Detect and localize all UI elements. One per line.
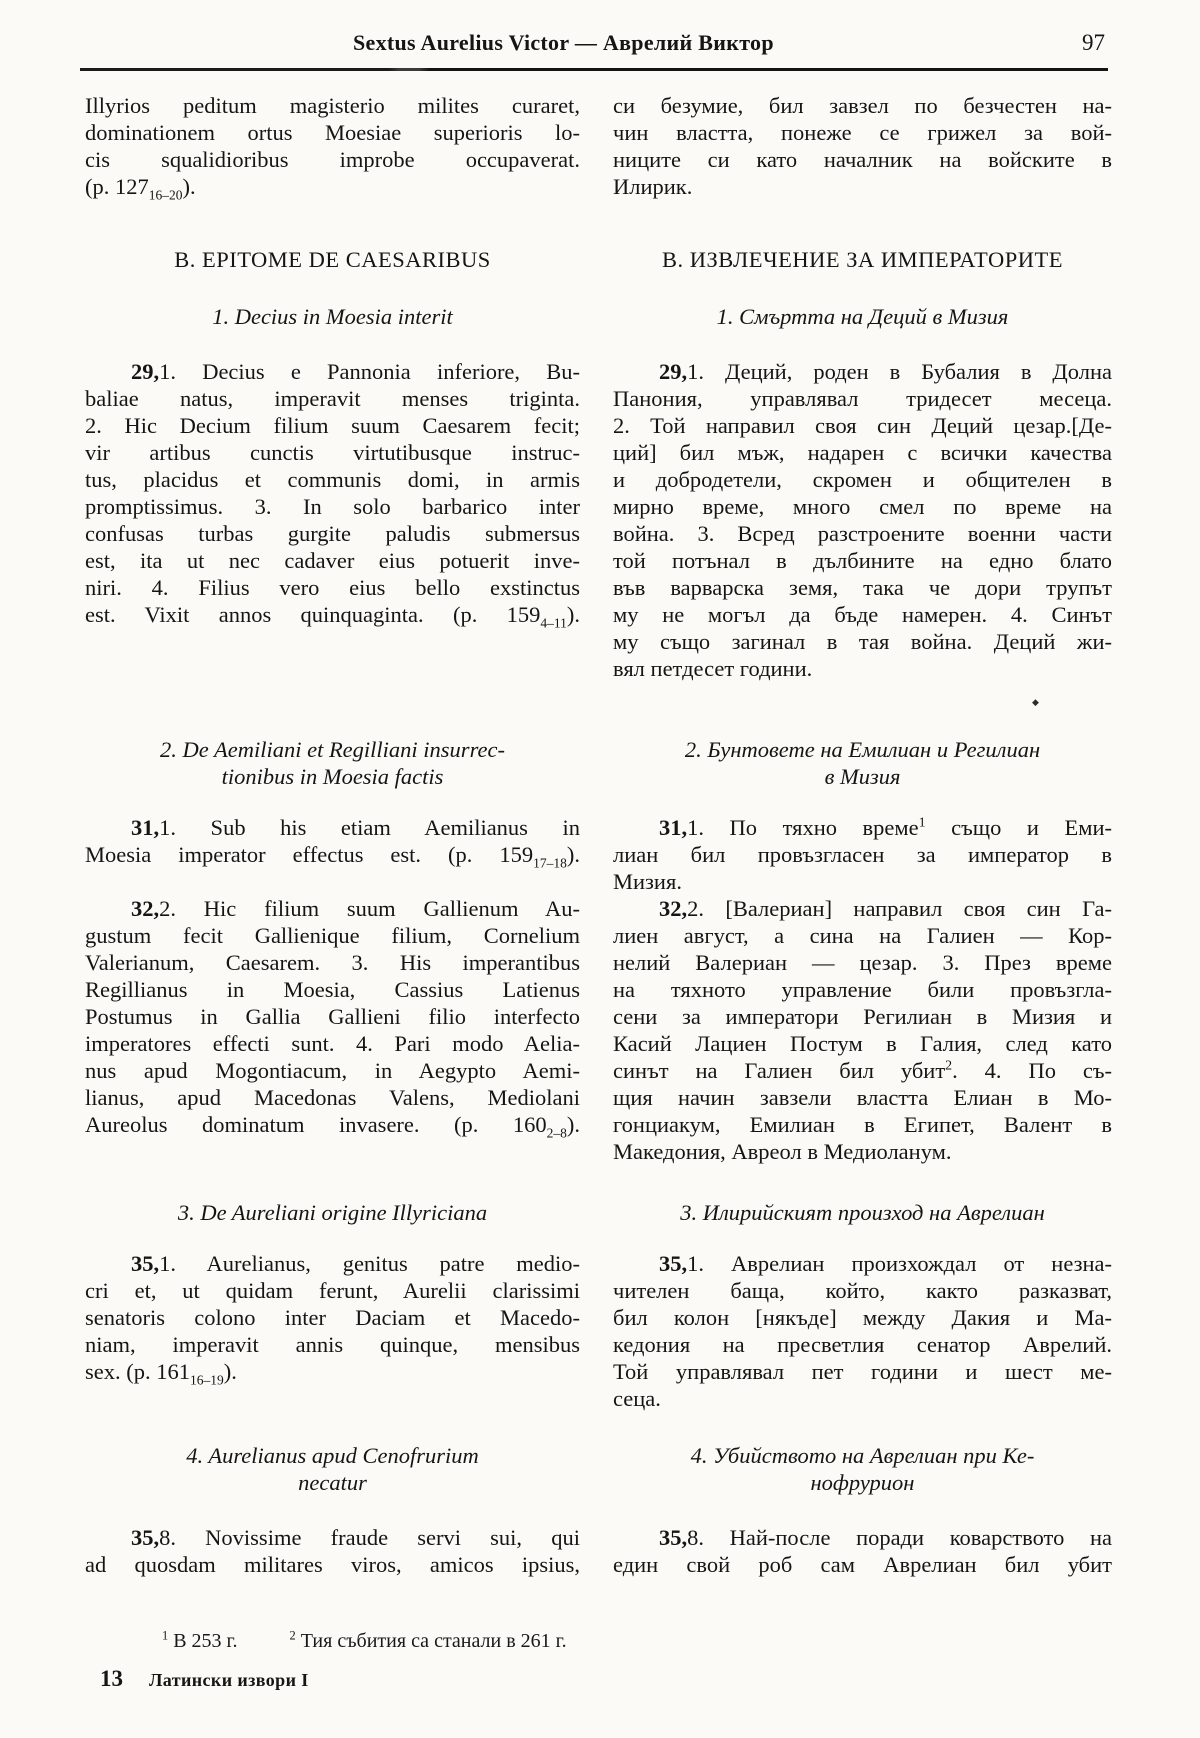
text-row [85,246,1112,273]
bulgarian-column-cell [613,1250,1112,1412]
text-line: Македония, Авреол в Медиоланум. [613,1139,952,1164]
text-line: Regillianus in Moesia, Cassius Latienus [85,977,580,1002]
text-line: est. Vixit annos quinquaginta. (p. $159_{4-11}$). [85,602,580,631]
section-heading: 4. Убийството на Аврелиан при Ке- [690,1443,1035,1468]
text-line: Moesia imperator effectus est. (p. $159_{17-18}$). [85,842,580,871]
footnote: $^1$ В 253 г. [162,1628,238,1652]
running-header-title: Sextus Aurelius Victor — Аврелий Виктор [353,30,774,55]
text-line: 2. Hic Decium filium suum Caesarem fecit; [85,413,580,438]
text-line: vir artibus cunctis virtutibusque instruc- [85,440,580,465]
text-line: ниците си като началник на войските в [613,147,1112,172]
text-line: гонциакум, Емилиан в Египет, Валент в [613,1112,1112,1137]
text-row [85,1524,1112,1578]
text-line: му не могъл да бъде намерен. 4. Синът [613,602,1112,627]
text-line: imperatores effecti sunt. 4. Pari modo Aelia- [85,1031,580,1056]
section-heading: necatur [298,1470,367,1495]
latin-column-cell [85,1524,580,1578]
text-line: лиан бил провъзгласен за император в [613,842,1112,867]
text-row [85,895,1112,1165]
text-row [85,814,1112,895]
bulgarian-column-cell [613,814,1112,895]
text-line: cri et, ut quidam ferunt, Aurelii clarissimi [85,1278,580,1303]
bulgarian-column-cell [613,92,1112,200]
latin-column-cell [85,895,580,1165]
bulgarian-column-cell [613,1199,1112,1226]
text-line: sex. (p. $161_{16-19}$). [85,1359,237,1388]
text-line: Aureolus dominatum invasere. (p. $160_{2-8}$). [85,1112,580,1141]
text-line: 35,1. Aurelianus, genitus patre medio- [131,1251,580,1276]
latin-column-cell [85,358,580,682]
text-line: nus apud Mogontiacum, in Aegypto Aemi- [85,1058,580,1083]
text-line: нелий Валериан — цезар. 3. През време [613,950,1112,975]
section-heading: 3. De Aureliani origine Illyriciana [177,1200,488,1225]
latin-column-cell [85,1442,580,1496]
text-line: 2. Той направил своя син Деций цезар.[Де- [613,413,1112,438]
latin-column-cell [85,1199,580,1226]
text-row [85,1199,1112,1226]
header-rule [80,68,1108,71]
bulgarian-column-cell [613,303,1112,330]
signature-number: 13 [100,1666,123,1691]
latin-column-cell [85,303,580,330]
text-line: ций] бил мъж, надарен с всички качества [613,440,1112,465]
chapter-heading: B. EPITOME DE CAESARIBUS [174,247,491,272]
text-line: lianus, apud Macedonas Valens, Mediolani [85,1085,580,1110]
footnote: $^2$ Тия събития са станали в 261 г. [289,1628,567,1652]
latin-column-cell [85,736,580,790]
section-heading: tionibus in Moesia factis [221,764,444,789]
bulgarian-column-cell [613,895,1112,1165]
text-line: Postumus in Gallia Gallieni filio interfecto [85,1004,580,1029]
bulgarian-column-cell [613,1442,1112,1496]
latin-column-cell [85,814,580,895]
latin-column-cell [85,1250,580,1412]
bulgarian-column-cell [613,1524,1112,1578]
text-line: 29,1. Деций, роден в Бубалия в Долна [659,359,1112,384]
bulgarian-column-cell [613,246,1112,273]
text-line: мирно време, много смел по време на [613,494,1112,519]
text-line: ad quosdam militares viros, amicos ipsius, [85,1552,580,1577]
text-line: бил колон [някъде] между Дакия и Ма- [613,1305,1112,1330]
latin-column-cell [85,246,580,273]
text-line: tus, placidus et communis domi, in armis [85,467,580,492]
text-line: чителен баща, който, както разказват, [613,1278,1112,1303]
text-line: dominationem ortus Moesiae superioris lo- [85,120,580,145]
section-heading: 2. Бунтовете на Емилиан и Регилиан [684,737,1041,762]
text-row [85,1442,1112,1496]
text-line: est, ita ut nec cadaver eius potuerit inve- [85,548,580,573]
text-line: лиен август, а сина на Галиен — Кор- [613,923,1112,948]
section-heading: 2. De Aemiliani et Regilliani insurrec- [160,737,505,762]
chapter-heading: В. ИЗВЛЕЧЕНИЕ ЗА ИМПЕРАТОРИТЕ [662,247,1063,272]
text-line: (p. $127_{16-20}$). [85,174,196,203]
text-line: му също загинал в тая война. Деций жи- [613,629,1112,654]
section-heading: нофрурион [810,1470,915,1495]
text-line: 31,1. Sub his etiam Aemilianus in [131,815,580,840]
text-line: niri. 4. Filius vero eius bello exstinctus [85,575,580,600]
latin-column-cell [85,92,580,203]
text-line: вял петдесет години. [613,656,813,681]
text-line: той потънал в дълбините на едно блато [613,548,1112,573]
series-title: Латински извори I [149,1670,309,1690]
text-line: 29,1. Decius e Pannonia inferiore, Bu- [131,359,580,384]
text-line: Мизия. [613,869,682,894]
text-line: война. 3. Всред разстроените военни части [613,521,1112,546]
section-heading: 4. Aurelianus apud Cenofrurium [186,1443,479,1468]
text-line: cis squalidioribus improbe occupaverat. [85,147,580,172]
footnotes [162,1630,619,1653]
text-row [85,358,1112,682]
text-line: 32,2. Hic filium suum Gallienum Au- [131,896,580,921]
text-row [85,303,1112,330]
text-row [85,92,1112,203]
text-line: 35,1. Аврелиан произхождал от незна- [659,1251,1112,1276]
text-line: сеца. [613,1386,661,1411]
bulgarian-column-cell [613,736,1112,790]
text-line: baliae natus, imperavit menses triginta. [85,386,580,411]
text-line: чин властта, понеже се грижел за вой- [613,120,1112,145]
text-line: Илирик. [613,174,693,199]
section-heading: 1. Decius in Moesia interit [212,304,453,329]
text-line: Той управлявал пет години и шест ме- [613,1359,1112,1384]
text-line: senatoris colono inter Daciam et Macedo- [85,1305,580,1330]
text-line: Illyrios peditum magisterio milites curaret, [85,93,580,118]
text-line: gustum fecit Gallienique filium, Cornelium [85,923,580,948]
footer [100,1666,309,1692]
text-line: 32,2. [Валериан] направил своя син Га- [659,896,1112,921]
text-line: един свой роб сам Аврелиан бил убит [613,1552,1112,1577]
bulgarian-column-cell [613,358,1112,682]
section-heading: в Мизия [824,764,901,789]
section-heading: 1. Смъртта на Деций в Мизия [716,304,1009,329]
text-row [85,1250,1112,1412]
text-line: във варварска земя, така че дори трупът [613,575,1112,600]
margin-mark-icon: ◆ [1032,697,1039,707]
text-line: кедония на пресветлия сенатор Аврелий. [613,1332,1112,1357]
text-line: 35,8. Най-после поради коварството на [659,1525,1112,1550]
text-line: щия начин завзели властта Елиан в Мо- [613,1085,1112,1110]
text-line: confusas turbas gurgite paludis submersus [85,521,580,546]
text-line: promptissimus. 3. In solo barbarico inter [85,494,580,519]
running-header [85,30,1105,62]
text-line: 31,1. По тяхно време$^1$ също и Еми- [659,815,1112,840]
text-line: 35,8. Novissime fraude servi sui, qui [131,1525,580,1550]
text-line: сени за императори Регилиан в Мизия и [613,1004,1112,1029]
content [85,92,1112,1578]
text-line: и добродетели, скромен и общителен в [613,467,1112,492]
text-line: Панония, управлявал тридесет месеца. [613,386,1112,411]
text-line: niam, imperavit annis quinque, mensibus [85,1332,580,1357]
page-number: 97 [1082,30,1105,55]
section-heading: 3. Илирийският произход на Аврелиан [680,1200,1045,1225]
text-line: Касий Лациен Постум в Галия, след като [613,1031,1112,1056]
text-line: синът на Галиен бил убит$^2$. 4. По съ- [613,1058,1112,1083]
text-line: на тяхното управление били провъзгла- [613,977,1112,1002]
text-line: си безумие, бил завзел по безчестен на- [613,93,1112,118]
text-line: Valerianum, Caesarem. 3. His imperantibus [85,950,580,975]
text-row [85,736,1112,790]
